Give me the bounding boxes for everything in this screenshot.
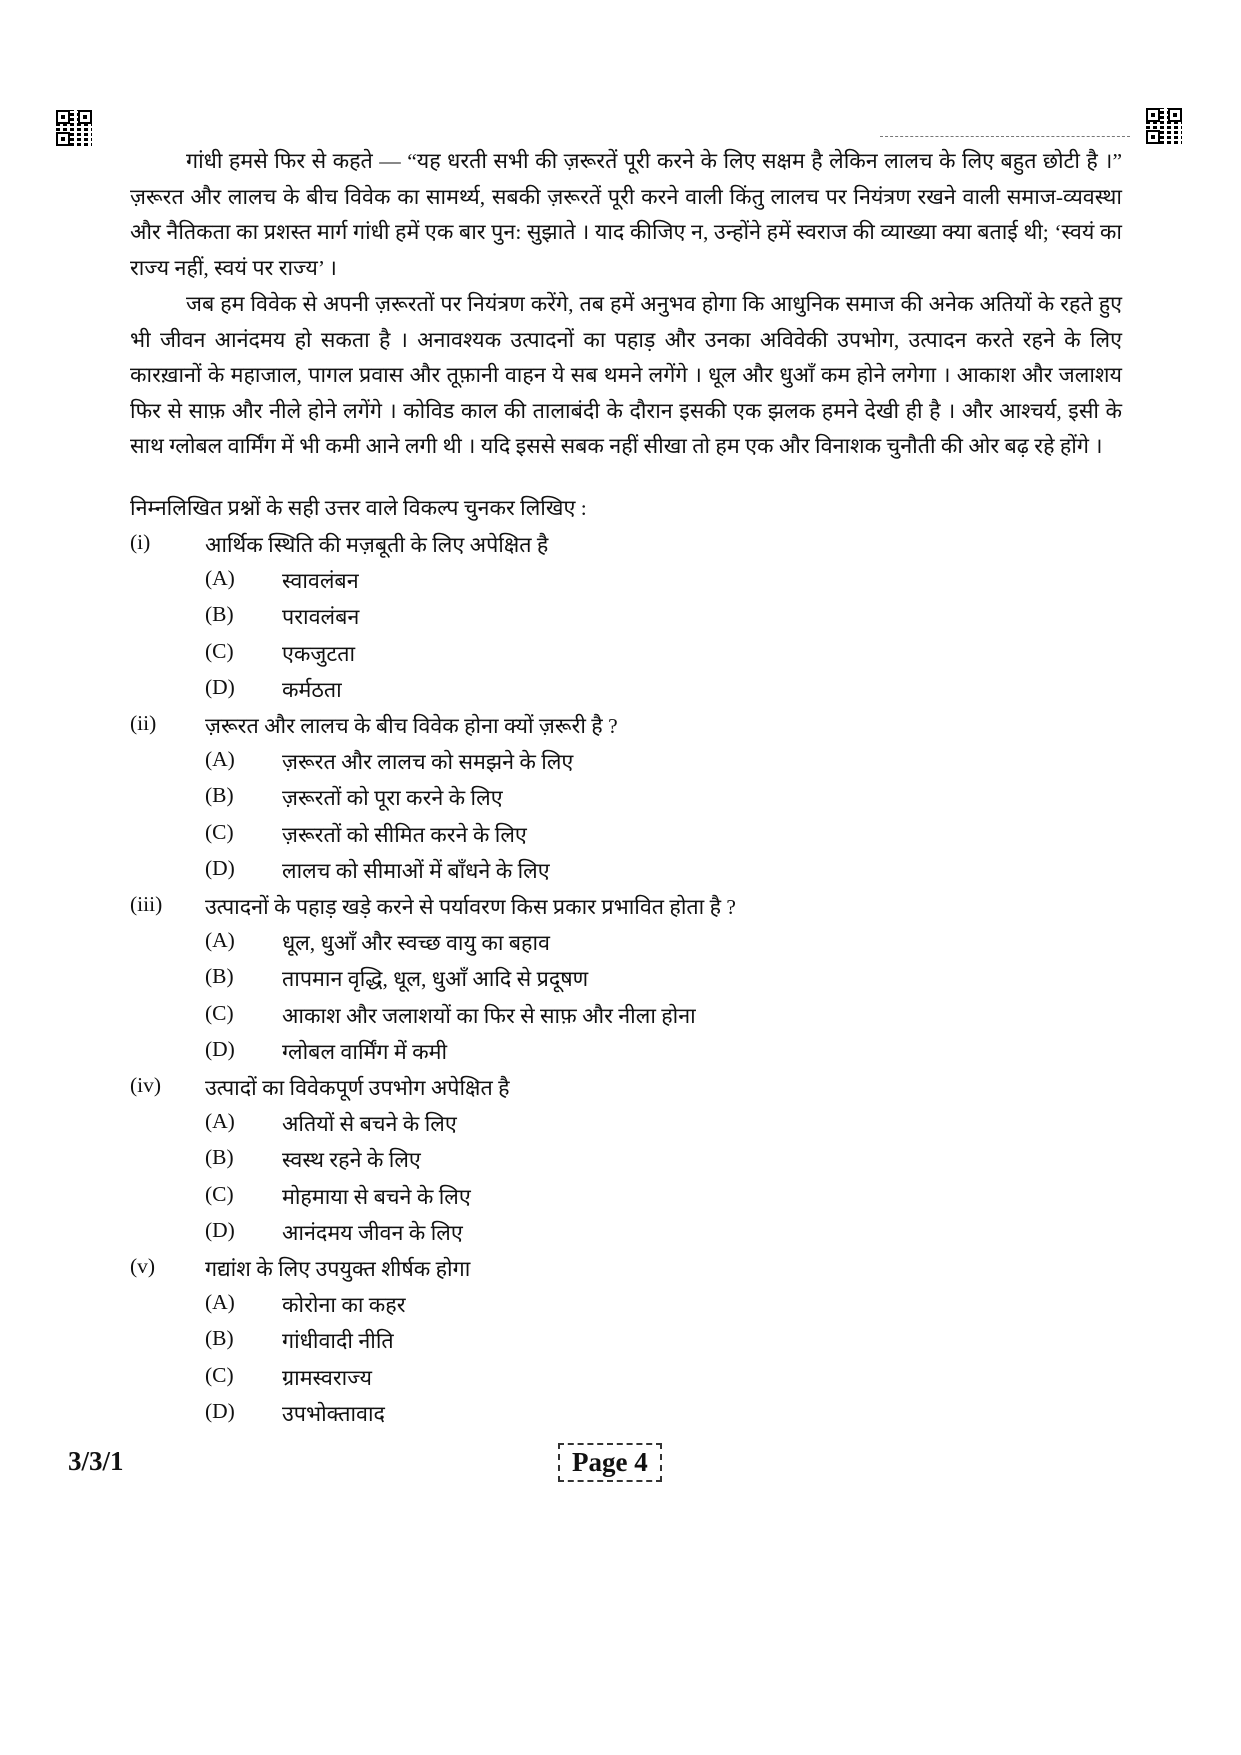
question-number: (i) xyxy=(130,530,151,554)
question-text: आर्थिक स्थिति की मज़बूती के लिए अपेक्षित है xyxy=(205,533,549,557)
option-text: एकजुटता xyxy=(282,641,356,666)
instruction: निम्नलिखित प्रश्नों के सही उत्तर वाले विकल्प चुनकर लिखिए : xyxy=(130,496,587,520)
option-text: ज़रूरतों को पूरा करने के लिए xyxy=(282,786,503,811)
option-letter: (B) xyxy=(205,1326,234,1351)
option-letter: (A) xyxy=(205,928,235,953)
option-letter: (D) xyxy=(205,1036,235,1061)
option-text: परावलंबन xyxy=(282,605,360,630)
option-text: लालच को सीमाओं में बाँधने के लिए xyxy=(282,858,550,883)
question-text: उत्पादों का विवेकपूर्ण उपभोग अपेक्षित है xyxy=(205,1076,510,1100)
option-letter: (C) xyxy=(205,1181,234,1206)
option-text: कर्मठता xyxy=(282,677,342,702)
option-letter: (B) xyxy=(205,1145,234,1170)
option-letter: (C) xyxy=(205,819,234,844)
option-letter: (A) xyxy=(205,1290,235,1315)
question-number: (iii) xyxy=(130,892,163,916)
option-text: अतियों से बचने के लिए xyxy=(282,1112,457,1137)
question-number: (v) xyxy=(130,1254,156,1278)
option-letter: (B) xyxy=(205,783,234,808)
option-letter: (D) xyxy=(205,674,235,699)
option-text: स्वस्थ रहने के लिए xyxy=(282,1148,421,1173)
option-text: ग्रामस्वराज्य xyxy=(282,1365,372,1390)
option-letter: (B) xyxy=(205,602,234,627)
option-letter: (A) xyxy=(205,1109,235,1134)
option-letter: (A) xyxy=(205,747,235,772)
question-text: उत्पादनों के पहाड़ खड़े करने से पर्यावरण किस प्रकार प्रभावित होता है ? xyxy=(205,895,736,919)
qr-code-left xyxy=(56,110,92,146)
option-text: स्वावलंबन xyxy=(282,569,359,594)
page-number: Page 4 xyxy=(558,1443,662,1482)
question-number: (ii) xyxy=(130,711,157,735)
option-text: तापमान वृद्धि, धूल, धुआँ आदि से प्रदूषण xyxy=(282,967,589,992)
qr-code-right xyxy=(1146,108,1182,144)
question-number: (iv) xyxy=(130,1073,162,1097)
option-text: आनंदमय जीवन के लिए xyxy=(282,1220,463,1245)
header-divider xyxy=(880,136,1130,137)
option-text: मोहमाया से बचने के लिए xyxy=(282,1184,471,1209)
passage-paragraph-1: गांधी हमसे फिर से कहते — “यह धरती सभी की ज़रूरतें पूरी करने के लिए सक्षम है लेकिन लालच के लिए बहुत छोटी है ।” ज़रूरत और लालच के बीच विवेक का सामर्थ्य, सबकी ज़रूरतें पूरी करने वाली किंतु लालच पर नियंत्रण रखने वाली समाज-व्यवस्था और नैतिकता का प्रशस्त मार्ग गांधी हमें एक बार पुन: सुझाते । याद कीजिए न, उन्होंने हमें स्वराज की व्याख्या क्या बताई थी; ‘स्वयं का राज्य नहीं, स्वयं पर राज्य’ । xyxy=(130,149,1122,280)
option-text: कोरोना का कहर xyxy=(282,1293,406,1318)
option-letter: (A) xyxy=(205,566,235,591)
option-letter: (C) xyxy=(205,638,234,663)
option-text: ज़रूरत और लालच को समझने के लिए xyxy=(282,750,574,775)
option-text: उपभोक्तावाद xyxy=(282,1401,385,1426)
question-text: गद्यांश के लिए उपयुक्त शीर्षक होगा xyxy=(205,1257,471,1281)
question-text: ज़रूरत और लालच के बीच विवेक होना क्यों ज़रूरी है ? xyxy=(205,714,618,738)
option-text: धूल, धुआँ और स्वच्छ वायु का बहाव xyxy=(282,931,550,956)
passage-paragraph-2: जब हम विवेक से अपनी ज़रूरतों पर नियंत्रण करेंगे, तब हमें अनुभव होगा कि आधुनिक समाज की अनेक अतियों के रहते हुए भी जीवन आनंदमय हो सकता है । अनावश्यक उत्पादनों का पहाड़ और उनका अविवेकी उपभोग, उत्पादन करते रहने के लिए कारख़ानों के महाजाल, पागल प्रवास और तूफ़ानी वाहन ये सब थमने लगेंगे । धूल और धुआँ कम होने लगेगा । आकाश और जलाशय फिर से साफ़ और नीले होने लगेंगे । कोविड काल की तालाबंदी के दौरान इसकी एक झलक हमने देखी ही है । और आश्चर्य, इसी के साथ ग्लोबल वार्मिंग में भी कमी आने लगी थी । यदि इससे सबक नहीं सीखा तो हम एक और विनाशक चुनौती की ओर बढ़ रहे होंगे । xyxy=(130,292,1122,458)
option-text: आकाश और जलाशयों का फिर से साफ़ और नीला होना xyxy=(282,1003,696,1028)
option-text: ग्लोबल वार्मिंग में कमी xyxy=(282,1039,448,1064)
option-letter: (D) xyxy=(205,1398,235,1423)
option-letter: (D) xyxy=(205,855,235,880)
option-letter: (D) xyxy=(205,1217,235,1242)
option-letter: (B) xyxy=(205,964,234,989)
paper-code: 3/3/1 xyxy=(68,1446,124,1476)
option-text: गांधीवादी नीति xyxy=(282,1329,394,1354)
option-text: ज़रूरतों को सीमित करने के लिए xyxy=(282,822,527,847)
option-letter: (C) xyxy=(205,1362,234,1387)
option-letter: (C) xyxy=(205,1000,234,1025)
